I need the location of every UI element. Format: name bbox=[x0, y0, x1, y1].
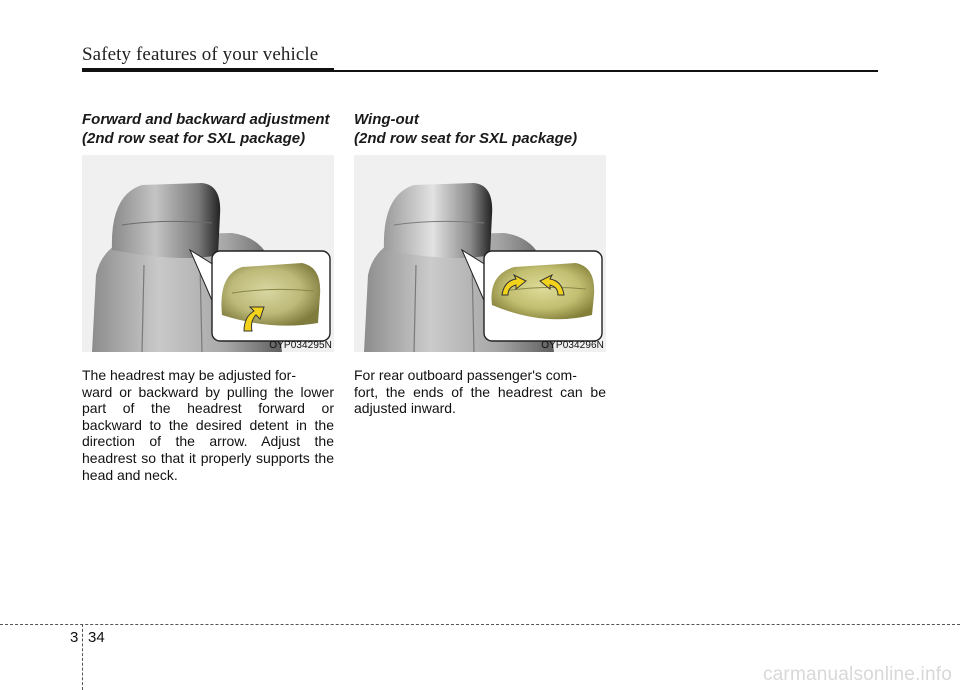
left-heading-line1: Forward and backward adjustment bbox=[82, 111, 330, 128]
figure-code: OYP034295N bbox=[269, 340, 332, 351]
chapter-number: 3 bbox=[70, 629, 79, 646]
footer-rule bbox=[0, 624, 960, 625]
headrest-wing-out-figure bbox=[354, 155, 606, 352]
section-title: Safety features of your vehicle bbox=[82, 44, 319, 65]
header-rule-thin bbox=[334, 70, 878, 72]
middle-heading bbox=[354, 110, 606, 148]
seat-headrest-illustration bbox=[82, 155, 334, 352]
watermark: carmanualsonline.info bbox=[762, 664, 952, 685]
footer-vertical-rule bbox=[82, 624, 83, 690]
middle-heading-line2: (2nd row seat for SXL package) bbox=[354, 130, 578, 147]
left-body-text: The headrest may be adjusted for- ward or backward by pulling the lower part of the headrest forward or backward to the desired detent in the direction of the arrow. Adjust the headrest so that it properly supports the head and neck. bbox=[82, 367, 334, 483]
header-rule-thick bbox=[82, 68, 334, 72]
middle-body-text: For rear outboard passenger's com- fort, the ends of the headrest can be adjusted inward. bbox=[354, 367, 606, 417]
left-heading bbox=[82, 110, 334, 148]
figure-code: OYP034296N bbox=[541, 340, 604, 351]
page-number: 34 bbox=[88, 629, 105, 646]
left-column bbox=[82, 110, 334, 483]
seat-headrest-illustration bbox=[354, 155, 606, 352]
middle-column bbox=[354, 110, 606, 417]
middle-heading-line1: Wing-out bbox=[354, 111, 419, 128]
left-heading-line2: (2nd row seat for SXL package) bbox=[82, 130, 306, 147]
headrest-forward-backward-figure bbox=[82, 155, 334, 352]
